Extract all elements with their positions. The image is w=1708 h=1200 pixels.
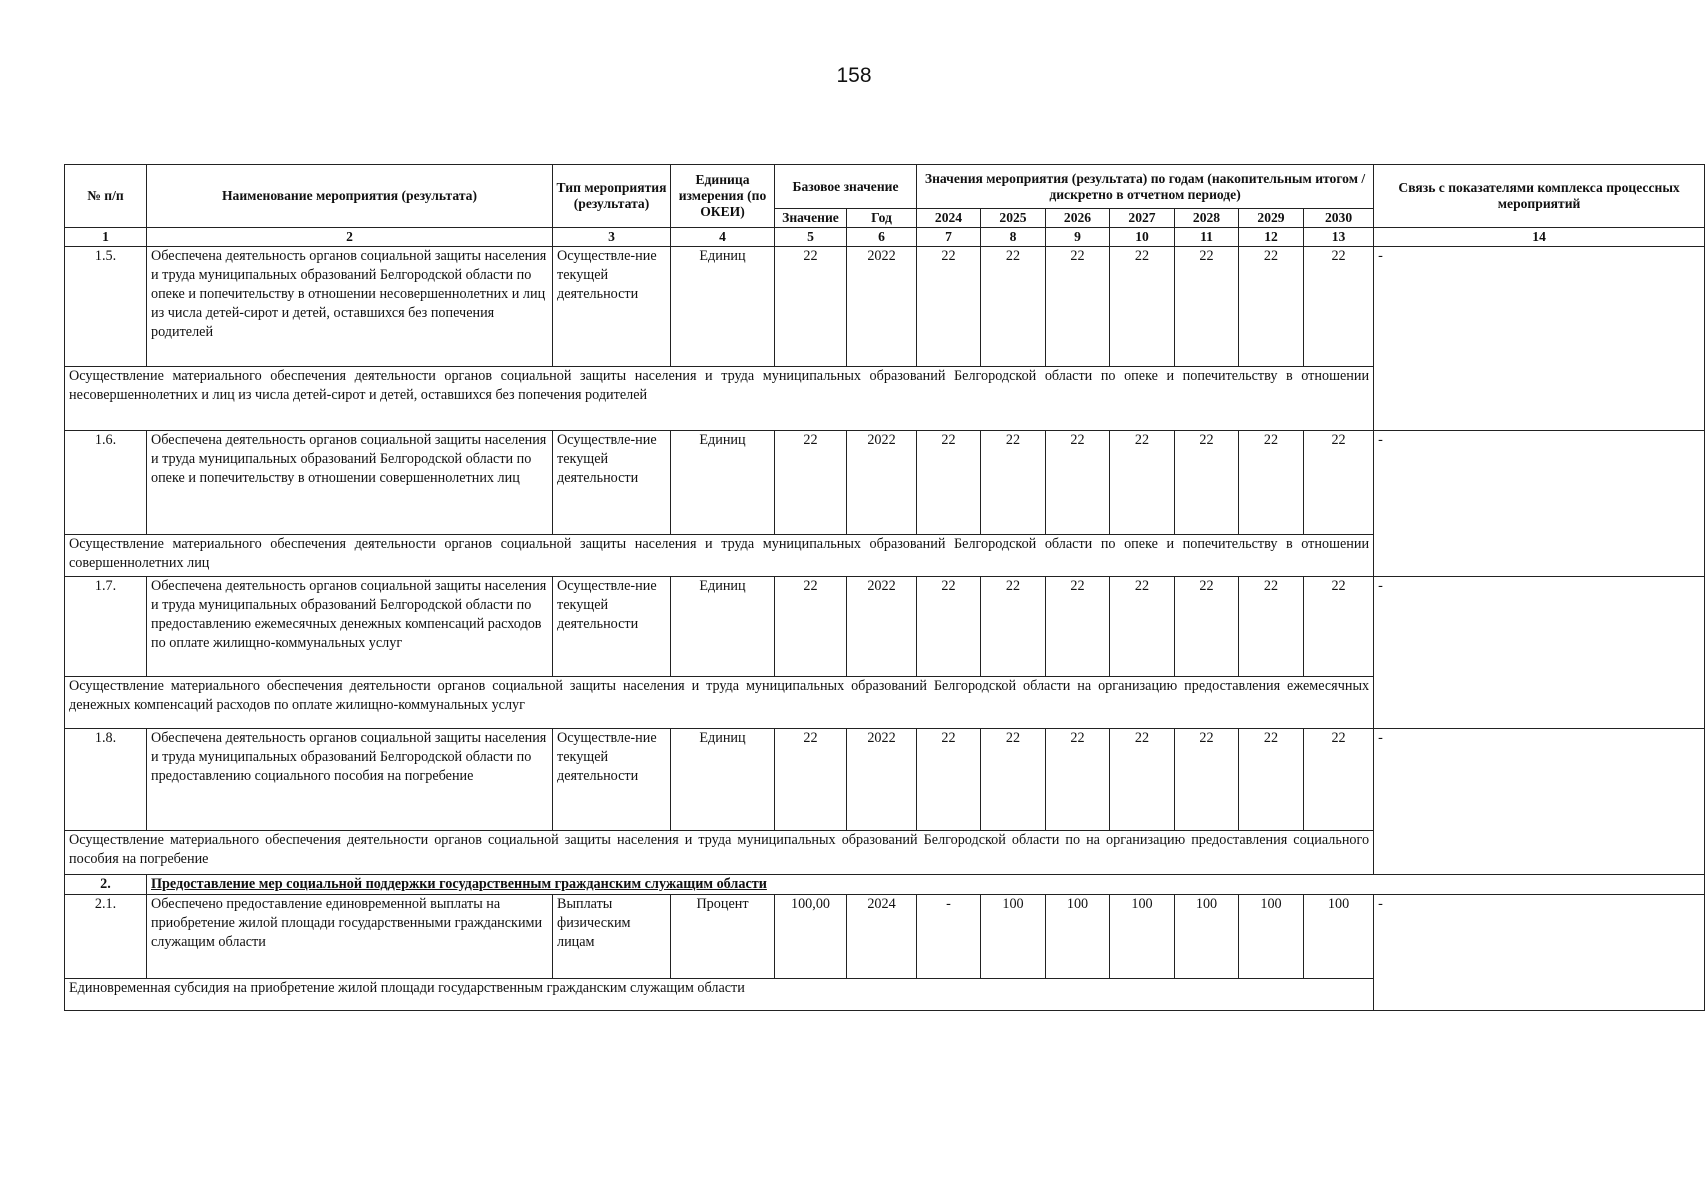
row-year-value: 22 [1046,729,1110,831]
column-number-row [65,228,1705,247]
column-number: 2 [147,228,553,247]
row-link: - [1374,577,1705,729]
row-type: Осуществле-ние текущей деятельности [553,247,671,367]
row-unit: Единиц [671,577,775,677]
column-number: 6 [847,228,917,247]
row-base-value: 22 [775,431,847,535]
row-year-value: 22 [1046,577,1110,677]
row-year-value: 22 [1304,247,1374,367]
row-unit: Единиц [671,431,775,535]
header-type: Тип мероприятия (результата) [553,165,671,228]
row-year-value: 22 [917,577,981,677]
row-year-value: 100 [1046,895,1110,979]
row-year-value: 22 [1175,577,1239,677]
row-year-value: 100 [1110,895,1175,979]
row-year-value: 22 [1239,577,1304,677]
row-year-value: 22 [1239,247,1304,367]
row-year-value: 22 [1110,431,1175,535]
table-row [65,247,1705,367]
page-number: 158 [836,64,872,87]
row-unit: Единиц [671,729,775,831]
table-row [65,431,1705,535]
header-year: 2024 [917,209,981,228]
row-year-value: 100 [1239,895,1304,979]
row-base-value: 22 [775,247,847,367]
row-year-value: 22 [1110,729,1175,831]
header-year: 2028 [1175,209,1239,228]
row-type: Осуществле-ние текущей деятельности [553,431,671,535]
row-num: 1.5. [65,247,147,367]
header-link: Связь с показателями комплекса процессных мероприятий [1374,165,1705,228]
row-unit: Процент [671,895,775,979]
row-year-value: 22 [1175,729,1239,831]
header-year: 2030 [1304,209,1374,228]
row-year-value: 100 [981,895,1046,979]
row-num: 1.6. [65,431,147,535]
column-number: 10 [1110,228,1175,247]
section-title: Предоставление мер социальной поддержки государственным гражданским служащим области [147,875,1705,895]
row-type: Осуществле-ние текущей деятельности [553,577,671,677]
column-number: 3 [553,228,671,247]
row-year-value: 22 [1304,431,1374,535]
header-year: 2029 [1239,209,1304,228]
row-year-value: 22 [917,729,981,831]
column-number: 5 [775,228,847,247]
row-year-value: 22 [1239,729,1304,831]
header-year: 2025 [981,209,1046,228]
column-number: 4 [671,228,775,247]
header-base-value: Значение [775,209,847,228]
column-number: 8 [981,228,1046,247]
row-year-value: 22 [981,729,1046,831]
column-number: 9 [1046,228,1110,247]
row-name: Обеспечена деятельность органов социальной защиты населения и труда муниципальных образований Белгородской области по опеке и попечительству в отношении совершеннолетних лиц [147,431,553,535]
column-number: 1 [65,228,147,247]
row-year-value: 22 [981,577,1046,677]
row-base-value: 100,00 [775,895,847,979]
row-base-year: 2022 [847,431,917,535]
row-name: Обеспечена деятельность органов социальной защиты населения и труда муниципальных образований Белгородской области по опеке и попечительству в отношении несовершеннолетних и лиц из числа детей-сирот и детей, оставшихся без попечения родителей [147,247,553,367]
table-row [65,729,1705,831]
section-row [65,875,1705,895]
row-name: Обеспечена деятельность органов социальной защиты населения и труда муниципальных образований Белгородской области по предоставлению ежемесячных денежных компенсаций расходов по оплате жилищно-коммунальных услуг [147,577,553,677]
row-base-value: 22 [775,729,847,831]
row-year-value: - [917,895,981,979]
column-number: 13 [1304,228,1374,247]
row-link: - [1374,729,1705,875]
header-row-1 [65,165,1705,209]
row-year-value: 22 [1239,431,1304,535]
header-name: Наименование мероприятия (результата) [147,165,553,228]
row-year-value: 22 [981,247,1046,367]
row-year-value: 22 [1046,247,1110,367]
header-year: 2026 [1046,209,1110,228]
column-number: 11 [1175,228,1239,247]
row-description: Осуществление материального обеспечения деятельности органов социальной защиты населения и труда муниципальных образований Белгородской области по опеке и попечительству в отношении несовершеннолетних и лиц из числа детей-сирот и детей, оставшихся без попечения родителей [65,367,1374,431]
row-name: Обеспечено предоставление единовременной выплаты на приобретение жилой площади государственными гражданскими служащим области [147,895,553,979]
row-year-value: 22 [1175,431,1239,535]
header-base-year: Год [847,209,917,228]
row-description: Осуществление материального обеспечения деятельности органов социальной защиты населения и труда муниципальных образований Белгородской области по опеке и попечительству в отношении совершеннолетних лиц [65,535,1374,577]
row-year-value: 22 [981,431,1046,535]
row-name: Обеспечена деятельность органов социальной защиты населения и труда муниципальных образований Белгородской области по предоставлению социального пособия на погребение [147,729,553,831]
row-base-year: 2022 [847,729,917,831]
row-type: Выплаты физическим лицам [553,895,671,979]
row-base-value: 22 [775,577,847,677]
header-unit: Единица измерения (по ОКЕИ) [671,165,775,228]
table-row [65,895,1705,979]
row-year-value: 22 [1110,247,1175,367]
row-year-value: 22 [1304,729,1374,831]
row-year-value: 22 [1110,577,1175,677]
row-num: 1.7. [65,577,147,677]
row-type: Осуществле-ние текущей деятельности [553,729,671,831]
row-year-value: 100 [1304,895,1374,979]
column-number: 12 [1239,228,1304,247]
row-link: - [1374,247,1705,431]
row-base-year: 2022 [847,577,917,677]
row-year-value: 22 [1304,577,1374,677]
column-number: 14 [1374,228,1705,247]
table-row [65,577,1705,677]
row-unit: Единиц [671,247,775,367]
header-num: № п/п [65,165,147,228]
row-year-value: 22 [1046,431,1110,535]
row-num: 2.1. [65,895,147,979]
row-year-value: 100 [1175,895,1239,979]
activities-table [64,164,1705,1011]
row-base-year: 2024 [847,895,917,979]
header-year: 2027 [1110,209,1175,228]
row-description: Осуществление материального обеспечения деятельности органов социальной защиты населения и труда муниципальных образований Белгородской области по на организацию предоставления социального пособия на погребение [65,831,1374,875]
header-values-by-year: Значения мероприятия (результата) по годам (накопительным итогом / дискретно в отчетном периоде) [917,165,1374,209]
row-base-year: 2022 [847,247,917,367]
row-num: 1.8. [65,729,147,831]
header-base: Базовое значение [775,165,917,209]
row-link: - [1374,431,1705,577]
row-description: Единовременная субсидия на приобретение жилой площади государственным гражданским служащим области [65,979,1374,1011]
row-year-value: 22 [917,247,981,367]
row-year-value: 22 [1175,247,1239,367]
row-year-value: 22 [917,431,981,535]
row-description: Осуществление материального обеспечения деятельности органов социальной защиты населения и труда муниципальных образований Белгородской области на организацию предоставления ежемесячных денежных компенсаций расходов по оплате жилищно-коммунальных услуг [65,677,1374,729]
row-link: - [1374,895,1705,1011]
section-num: 2. [65,875,147,895]
column-number: 7 [917,228,981,247]
